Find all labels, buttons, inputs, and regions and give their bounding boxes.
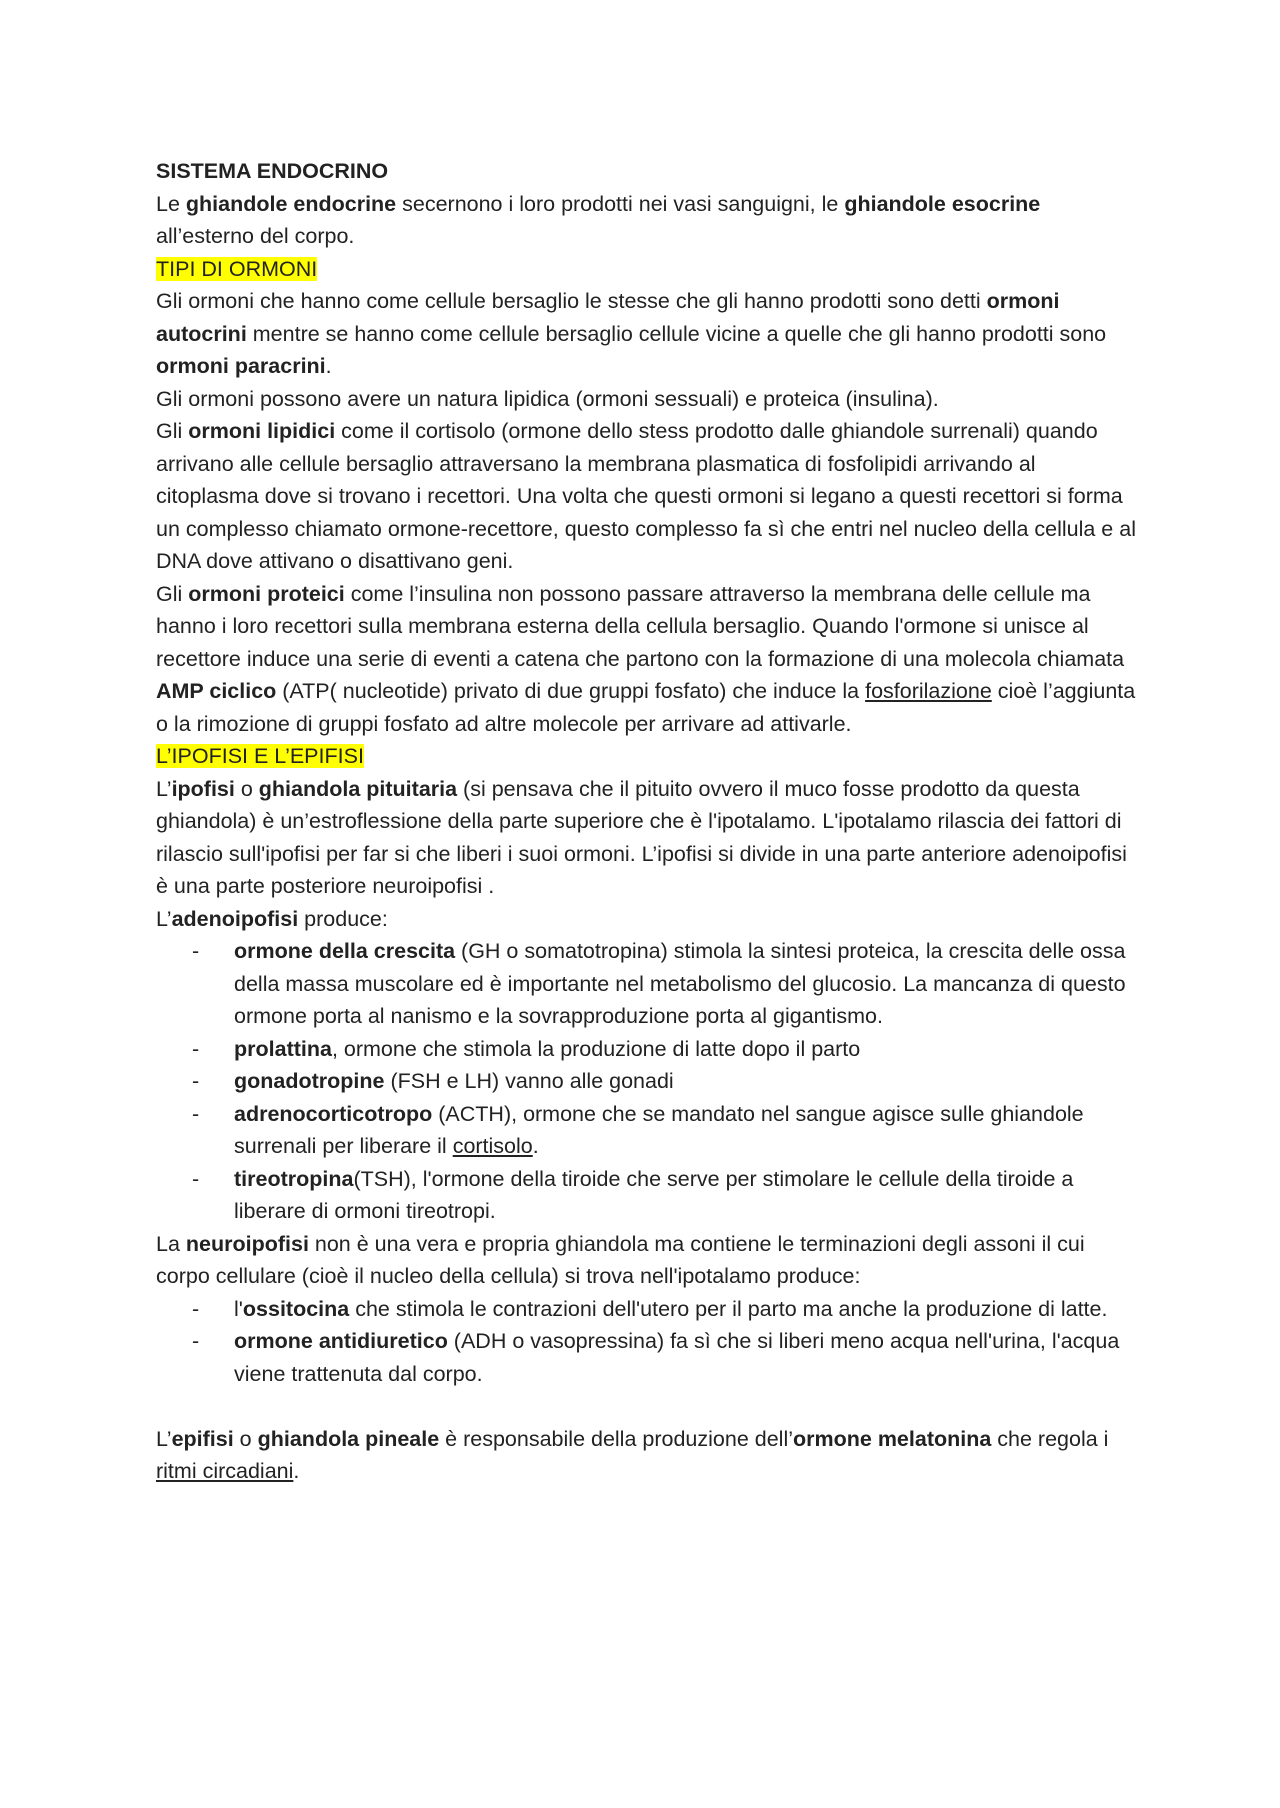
text: L’ [156,1426,172,1451]
section-heading-ipofisi-epifisi [156,740,1136,773]
term-ormoni-proteici: ormoni proteici [188,581,345,606]
term: gonadotropine [234,1069,385,1093]
text: (si pensava che il pituito ovvero il muco fosse prodotto da questa ghiandola) è un’estroflessione della parte superiore che è l'ipotalamo. L'ipotalamo rilascia dei fattori di rilascio sull'ipofisi per far si che liberi i suoi ormoni. L’ipofisi si divide in una parte anteriore adenoipofisi è una parte posteriore neuroipofisi . [156,776,1127,898]
dash-bullet: - [192,1296,200,1321]
text: . [532,1134,539,1158]
paragraph-ipofisi [156,773,1136,903]
text: non è una vera e propria ghiandola ma contiene le terminazioni degli assoni il cui corpo cellulare (cioè il nucleo della cellula) si trova nell'ipotalamo produce: [156,1231,1085,1288]
dash-bullet: - [192,1069,200,1093]
text: (TSH), l'ormone della tiroide che serve per stimolare le cellule della tiroide a liberare di ormoni tireotropi. [234,1166,1074,1223]
dash-bullet: - [192,939,200,963]
text: che stimola le contrazioni dell'utero per il parto ma anche la produzione di latte. [349,1296,1108,1321]
text: L’ [156,906,172,931]
term-ormone-melatonina: ormone melatonina [793,1426,992,1451]
term-ghiandola-pineale: ghiandola pineale [257,1426,440,1451]
term: ormone antidiuretico [234,1329,448,1353]
text: all’esterno del corpo. [156,224,355,248]
text: Gli ormoni che hanno come cellule bersaglio le stesse che gli hanno prodotti sono detti [156,289,987,313]
paragraph-ormoni-proteici [156,578,1136,741]
dash-bullet: - [192,1036,200,1061]
text: mentre se hanno come cellule bersaglio cellule vicine a quelle che gli hanno prodotti sono [246,321,1107,346]
blank-line [156,1390,1136,1423]
list-item [156,1033,1136,1066]
term: ormone della crescita [234,939,456,963]
list-item [156,935,1136,1033]
text: o [234,776,259,801]
text: , ormone che stimola la produzione di latte dopo il parto [331,1036,861,1061]
underlined-ritmi-circadiani: ritmi circadiani [156,1459,294,1483]
underlined-fosforilazione: fosforilazione [865,679,992,703]
text: (ADH o vasopressina) fa sì che si liberi meno acqua nell'urina, l'acqua viene trattenuta dal corpo. [234,1329,1120,1386]
document-page [156,155,1136,1488]
document-title: SISTEMA ENDOCRINO [156,159,389,183]
list-item [156,1065,1136,1098]
highlighted-heading: L’IPOFISI E L’EPIFISI [156,744,364,768]
term-epifisi: epifisi [171,1426,234,1451]
text: (ACTH), ormone che se mandato nel sangue agisce sulle ghiandole surrenali per liberare il [234,1101,1084,1158]
text: secernono i loro prodotti nei vasi sanguigni, le [396,191,845,216]
term-adenoipofisi: adenoipofisi [171,906,299,931]
paragraph-ormoni-lipidici [156,415,1136,578]
highlighted-heading: TIPI DI ORMONI [156,256,318,281]
text: Gli [156,419,189,443]
paragraph-adenoipofisi [156,903,1136,936]
text: L’ [156,776,172,801]
text: è responsabile della produzione dell’ [439,1426,793,1451]
adenoipofisi-hormone-list [156,935,1136,1228]
list-item [156,1293,1136,1326]
text: (ATP( nucleotide) privato di due gruppi fosfato) che induce la [276,679,866,703]
neuroipofisi-hormone-list [156,1293,1136,1391]
underlined-cortisolo: cortisolo [452,1134,533,1158]
text: o [233,1426,258,1451]
text: produce: [298,906,388,931]
text: Gli [156,581,189,606]
term-ormoni-autocrini: ormoni autocrini [156,289,1060,346]
paragraph-epifisi [156,1423,1136,1488]
text: . [293,1459,300,1483]
term: tireotropina [234,1166,354,1191]
dash-bullet: - [192,1166,200,1191]
term: adrenocorticotropo [234,1101,433,1126]
term: ossitocina [242,1296,350,1321]
term-ormoni-lipidici: ormoni lipidici [188,419,336,443]
term-amp-ciclico: AMP ciclico [156,679,277,703]
text: . [325,354,332,378]
text: La [156,1231,186,1256]
text: (GH o somatotropina) stimola la sintesi proteica, la crescita delle ossa della massa muscolare ed è importante nel metabolismo del glucosio. La mancanza di questo ormone porta al nanismo e la sovrapproduzione porta al gigantismo. [234,939,1126,1028]
text: come l’insulina non possono passare attraverso la membrana delle cellule ma hanno i loro recettori sulla membrana esterna della cellula bersaglio. Quando l'ormone si unisce al recettore induce una serie di eventi a catena che partono con la formazione di una molecola chiamata [156,581,1125,671]
term-ghiandole-esocrine: ghiandole esocrine [844,191,1041,216]
list-item [156,1163,1136,1228]
term-ghiandola-pituitaria: ghiandola pituitaria [258,776,458,801]
term-neuroipofisi: neuroipofisi [185,1231,309,1256]
text: l' [234,1296,243,1321]
text: che regola i [991,1426,1109,1451]
term-ipofisi: ipofisi [171,776,235,801]
paragraph-neuroipofisi [156,1228,1136,1293]
list-item [156,1098,1136,1163]
section-heading-tipi-di-ormoni [156,253,1136,286]
paragraph-endocrine-exocrine [156,188,1136,253]
dash-bullet: - [192,1329,200,1353]
list-item [156,1325,1136,1390]
dash-bullet: - [192,1101,200,1126]
text: come il cortisolo (ormone dello stess prodotto dalle ghiandole surrenali) quando arrivano alle cellule bersaglio attraversano la membrana plasmatica di fosfolipidi arrivando al citoplasma dove si trovano i recettori. Una volta che questi ormoni si legano a questi recettori si forma un complesso chiamato ormone-recettore, questo complesso fa sì che entri nel nucleo della cellula e al DNA dove attivano o disattivano geni. [156,419,1136,573]
text: Le [156,191,186,216]
text: (FSH e LH) vanno alle gonadi [384,1069,674,1093]
paragraph-autocrini-paracrini [156,285,1136,383]
term: prolattina [234,1036,332,1061]
paragraph-natura-ormoni: Gli ormoni possono avere un natura lipidica (ormoni sessuali) e proteica (insulina). [156,386,939,411]
term-ghiandole-endocrine: ghiandole endocrine [185,191,397,216]
term-ormoni-paracrini: ormoni paracrini [156,354,326,378]
text: cioè l’aggiunta o la rimozione di gruppi fosfato ad altre molecole per arrivare ad attivarle. [156,679,1136,736]
